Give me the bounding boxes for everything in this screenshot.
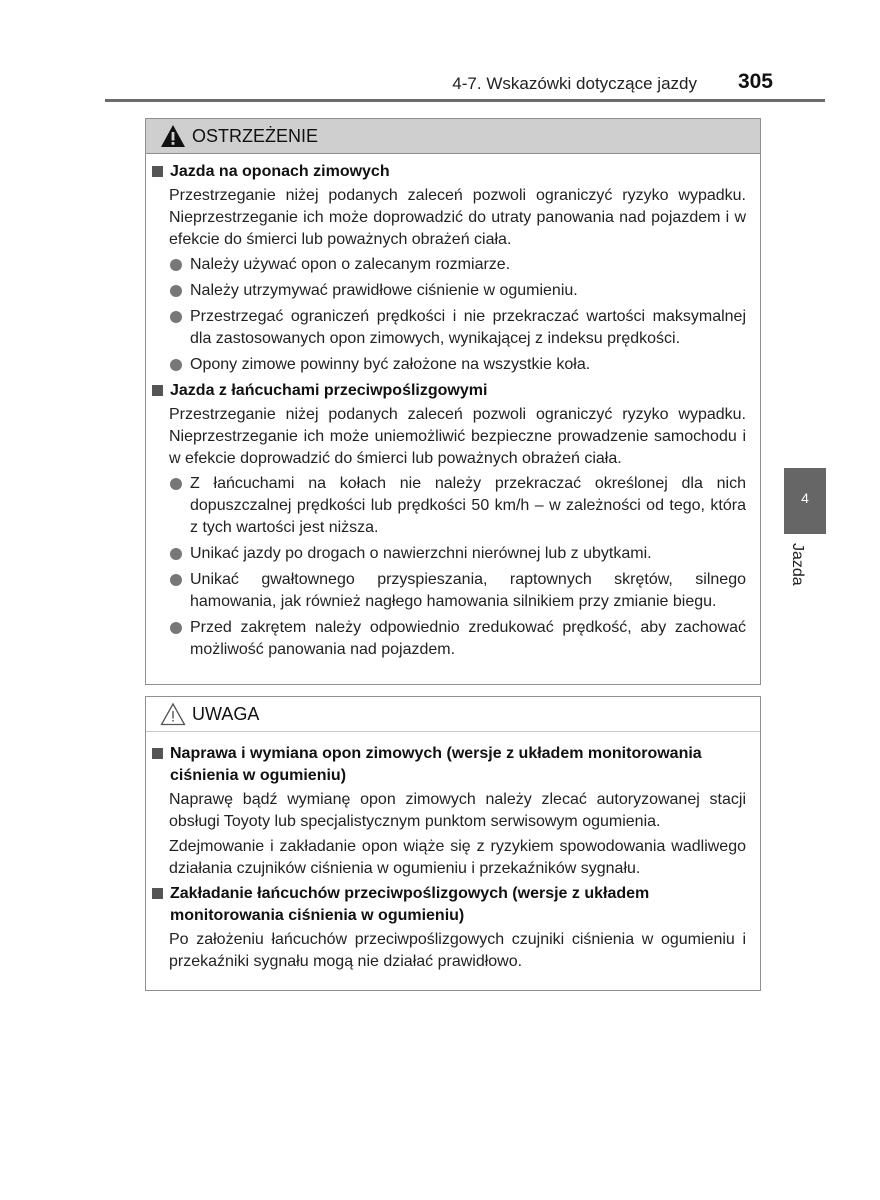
square-bullet-icon <box>152 166 163 177</box>
list-item: Unikać jazdy po drogach o nawierzchni nierównej lub z ubytkami. <box>146 543 760 565</box>
circle-bullet-icon <box>170 478 182 490</box>
paragraph: Po założeniu łańcuchów przeciwpoślizgowych czujniki ciśnienia w ogumieniu i przekaźniki sygnału mogą nie działać prawidłowo. <box>169 931 746 970</box>
warning-title: OSTRZEŻENIE <box>192 126 319 146</box>
chapter-label-text: Jazda <box>789 543 806 586</box>
circle-bullet-icon <box>170 359 182 371</box>
paragraph: Zdejmowanie i zakładanie opon wiąże się z ryzykiem spowodowania wadliwego działania czujników ciśnienia w ogumieniu i przekaźników sygnału. <box>169 838 746 877</box>
square-bullet-icon <box>152 888 163 899</box>
list-item: Unikać gwałtownego przyspieszania, raptownych skrętów, silnego hamowania, jak również nagłego hamowania silnikiem przy zmianie biegu. <box>146 569 760 613</box>
circle-bullet-icon <box>170 574 182 586</box>
circle-bullet-icon <box>170 285 182 297</box>
section-heading: Naprawa i wymiana opon zimowych (wersje z układem monitorowania ciśnienia w ogumieniu) <box>146 743 760 787</box>
paragraph: Naprawę bądź wymianę opon zimowych należy zlecać autoryzowanej stacji obsługi Toyoty lub specjalistycznym punktom serwisowym ogumienia. <box>169 791 746 830</box>
warning-triangle-icon <box>160 124 186 148</box>
list-item: Z łańcuchami na kołach nie należy przekraczać określonej dla nich dopuszczalnej prędkości lub prędkości 50 km/h – w zależności od tego, która z tych wartości jest niższa. <box>146 473 760 539</box>
circle-bullet-icon <box>170 259 182 271</box>
notice-title: UWAGA <box>192 704 260 724</box>
list-item: Należy utrzymywać prawidłowe ciśnienie w ogumieniu. <box>146 280 760 302</box>
square-bullet-icon <box>152 748 163 759</box>
section-heading: Zakładanie łańcuchów przeciwpoślizgowych (wersje z układem monitorowania ciśnienia w ogumieniu) <box>146 883 760 927</box>
circle-bullet-icon <box>170 622 182 634</box>
warning-header <box>146 119 760 154</box>
warning-box <box>145 118 761 685</box>
circle-bullet-icon <box>170 311 182 323</box>
paragraph: Przestrzeganie niżej podanych zaleceń pozwoli ograniczyć ryzyko wypadku. Nieprzestrzeganie ich może uniemożliwić bezpieczne prowadzenie samochodu i w efekcie doprowadzić do śmierci lub poważnych obrażeń ciała. <box>169 406 746 467</box>
caution-triangle-icon <box>160 702 186 726</box>
chapter-tab <box>784 468 826 534</box>
notice-box <box>145 696 761 991</box>
circle-bullet-icon <box>170 548 182 560</box>
notice-content <box>146 743 760 976</box>
section-heading: Jazda z łańcuchami przeciwpoślizgowymi <box>146 380 760 402</box>
chapter-label <box>786 543 808 593</box>
notice-header <box>146 697 760 732</box>
square-bullet-icon <box>152 385 163 396</box>
paragraph: Przestrzeganie niżej podanych zaleceń pozwoli ograniczyć ryzyko wypadku. Nieprzestrzeganie ich może doprowadzić do utraty panowania nad pojazdem i w efekcie do śmierci lub poważnych obrażeń ciała. <box>169 187 746 248</box>
section-title: 4-7. Wskazówki dotyczące jazdy <box>452 74 697 93</box>
page-number: 305 <box>737 70 773 93</box>
section-heading: Jazda na oponach zimowych <box>146 161 760 183</box>
list-item: Przed zakrętem należy odpowiednio zredukować prędkość, aby zachować możliwość panowania nad pojazdem. <box>146 617 760 661</box>
list-item: Należy używać opon o zalecanym rozmiarze. <box>146 254 760 276</box>
chapter-number: 4 <box>801 490 809 506</box>
warning-content <box>146 161 760 665</box>
header-rule <box>105 99 825 102</box>
page-header <box>105 66 825 102</box>
list-item: Przestrzegać ograniczeń prędkości i nie przekraczać wartości maksymalnej dla zastosowanych opon zimowych, wynikającej z indeksu prędkości. <box>146 306 760 350</box>
list-item: Opony zimowe powinny być założone na wszystkie koła. <box>146 354 760 376</box>
